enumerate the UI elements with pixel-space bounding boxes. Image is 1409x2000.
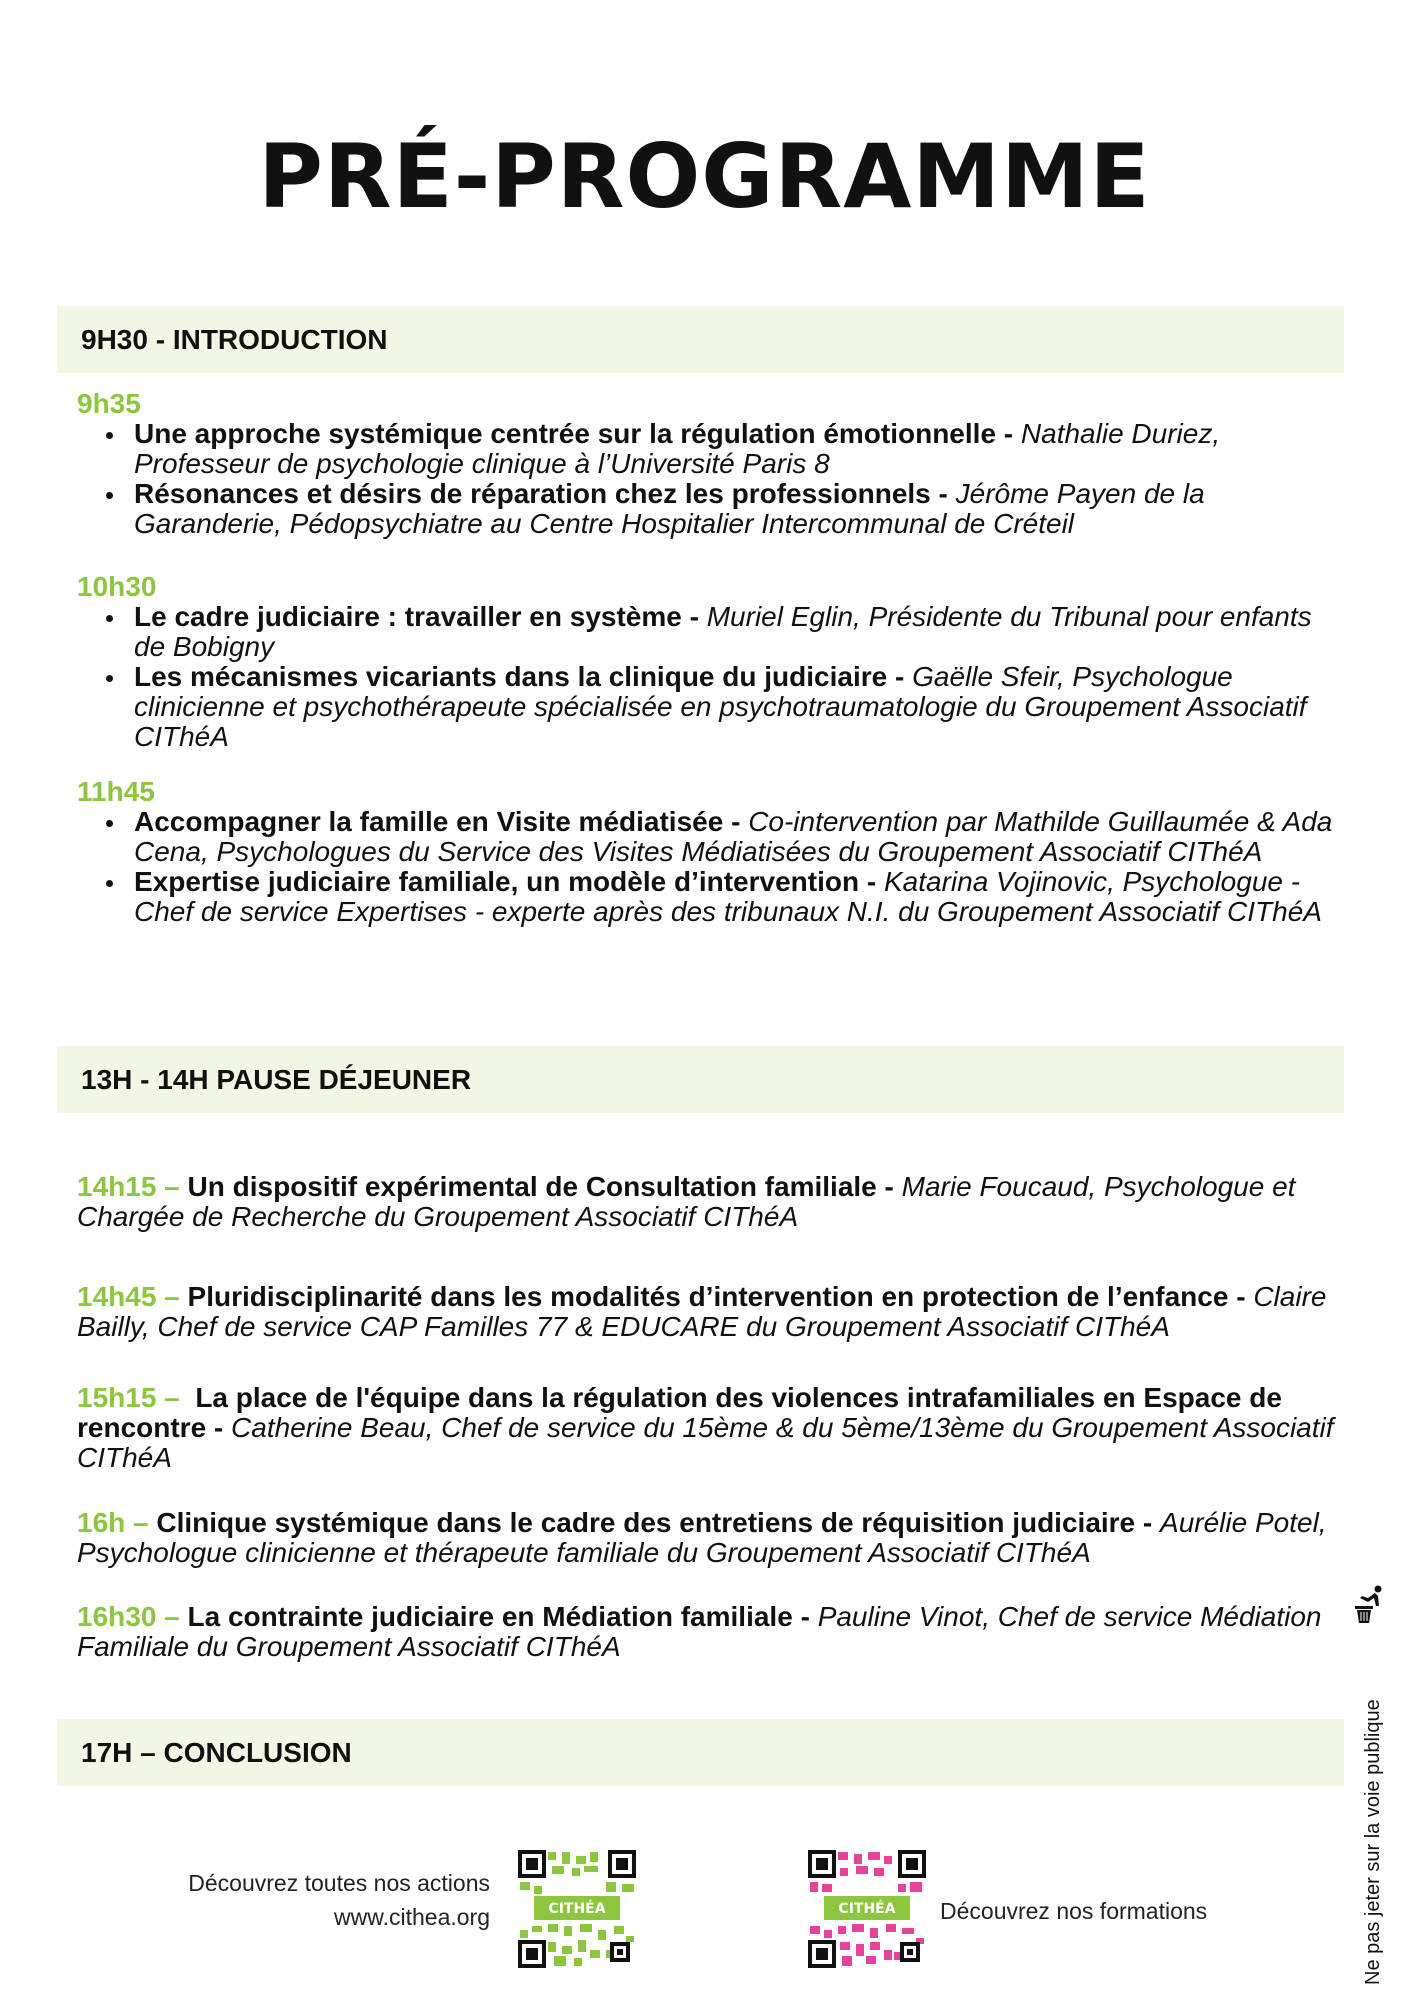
separator: - [996,418,1021,449]
time-label: 11h45 [77,776,155,807]
talk-title: Les mécanismes vicariants dans la clinique du judiciaire [134,661,888,692]
separator: - [1135,1507,1161,1538]
qr-code-actions[interactable] [518,1850,636,1968]
separator: - [1228,1281,1254,1312]
talk-speaker: Co-intervention par Mathilde Guillaumée & Ada Cena, Psychologues du Service des Visites Médiatisées du Groupement Associatif CIThéA [134,806,1333,867]
talk-speaker: Marie Foucaud, Psychologue et Chargée de Recherche du Groupement Associatif CIThéA [77,1171,1296,1232]
separator: - [681,601,707,632]
talk-title: Un dispositif expérimental de Consultation familiale [187,1171,877,1202]
talk-speaker: Pauline Vinot, Chef de service Médiation Familiale du Groupement Associatif CIThéA [77,1601,1322,1662]
talk-speaker: Nathalie Duriez, Professeur de psychologie clinique à l’Université Paris 8 [134,418,1221,479]
talk-item [105,807,1335,867]
talk-item [105,602,1335,662]
qr-logo-text: CITHÉA [548,1901,606,1917]
section-label: 9H30 - INTRODUCTION [81,323,388,355]
afternoon-talk [77,1383,1347,1473]
time-label: 15h15 – [77,1382,180,1413]
website-link[interactable]: www.cithea.org [334,1904,490,1930]
talk-list [105,602,1335,752]
time-label: 16h30 – [77,1601,180,1632]
section-label: 17H – CONCLUSION [81,1736,352,1768]
talk-speaker: Catherine Beau, Chef de service du 15ème & du 5ème/13ème du Groupement Associatif CIThéA [77,1412,1334,1473]
afternoon-talk [77,1602,1347,1662]
separator: - [206,1412,232,1443]
separator: - [876,1171,902,1202]
talk-list [105,419,1335,539]
disposal-notice: Ne pas jeter sur la voie publique [1362,1699,1384,1985]
separator: - [859,866,884,897]
afternoon-talk [77,1282,1347,1342]
afternoon-talk [77,1508,1347,1568]
time-label: 16h – [77,1507,149,1538]
qr-logo-text: CITHÉA [838,1901,896,1917]
section-band-conclusion [57,1719,1344,1786]
footer-actions [150,1866,490,1934]
talk-title: Expertise judiciaire familiale, un modèle d’intervention [134,866,860,897]
qr-code-icon [518,1850,636,1968]
talk-title: La contrainte judiciaire en Médiation familiale [187,1601,793,1632]
talk-title: Le cadre judiciaire : travailler en système [134,601,682,632]
talk-title: Résonances et désirs de réparation chez les professionnels [134,478,931,509]
separator: - [930,478,956,509]
talk-item [105,479,1335,539]
talk-item [105,662,1335,752]
separator: - [887,661,913,692]
talk-speaker: Aurélie Potel, Psychologue clinicienne et thérapeute familiale du Groupement Associatif CIThéA [77,1507,1327,1568]
time-label: 9h35 [77,388,141,419]
talk-title: Accompagner la famille en Visite médiatisée [134,806,724,837]
talk-speaker: Jérôme Payen de la Garanderie, Pédopsychiatre au Centre Hospitalier Intercommunal de Créteil [134,478,1205,539]
talk-title: Une approche systémique centrée sur la régulation émotionnelle [134,418,997,449]
qr-code-icon [808,1850,926,1968]
separator: - [792,1601,818,1632]
time-label: 10h30 [77,571,157,602]
qr-code-formations[interactable] [808,1850,926,1968]
talk-title: Pluridisciplinarité dans les modalités d’intervention en protection de l’enfance [187,1281,1229,1312]
section-band-introduction [57,306,1344,373]
litter-bin-icon [1352,1584,1386,1624]
time-label: 14h15 – [77,1171,180,1202]
talk-speaker: Muriel Eglin, Présidente du Tribunal pour enfants de Bobigny [134,601,1312,662]
talk-speaker: Katarina Vojinovic, Psychologue - Chef de service Expertises - experte après des tribunaux N.I. du Groupement Associatif CIThéA [134,866,1322,927]
separator: - [723,806,749,837]
time-label: 14h45 – [77,1281,180,1312]
talk-item [105,867,1335,927]
page-title: PRÉ-PROGRAMME [258,125,1151,228]
section-label: 13H - 14H PAUSE DÉJEUNER [81,1063,472,1095]
talk-speaker: Claire Bailly, Chef de service CAP Familles 77 & EDUCARE du Groupement Associatif CIThéA [77,1281,1327,1342]
footer-actions-line: Découvrez toutes nos actions [188,1870,490,1896]
section-band-lunch [57,1046,1344,1113]
talk-title: La place de l'équipe dans la régulation des violences intrafamiliales en Espace de rencontre [77,1382,1282,1443]
talk-speaker: Gaëlle Sfeir, Psychologue clinicienne et psychothérapeute spécialisée en psychotraumatologie du Groupement Associatif CIThéA [134,661,1307,752]
talk-item [105,419,1335,479]
afternoon-talk [77,1172,1347,1232]
talk-list [105,807,1335,927]
talk-title: Clinique systémique dans le cadre des entretiens de réquisition judiciaire [156,1507,1136,1538]
footer-formations: Découvrez nos formations [940,1898,1208,1924]
